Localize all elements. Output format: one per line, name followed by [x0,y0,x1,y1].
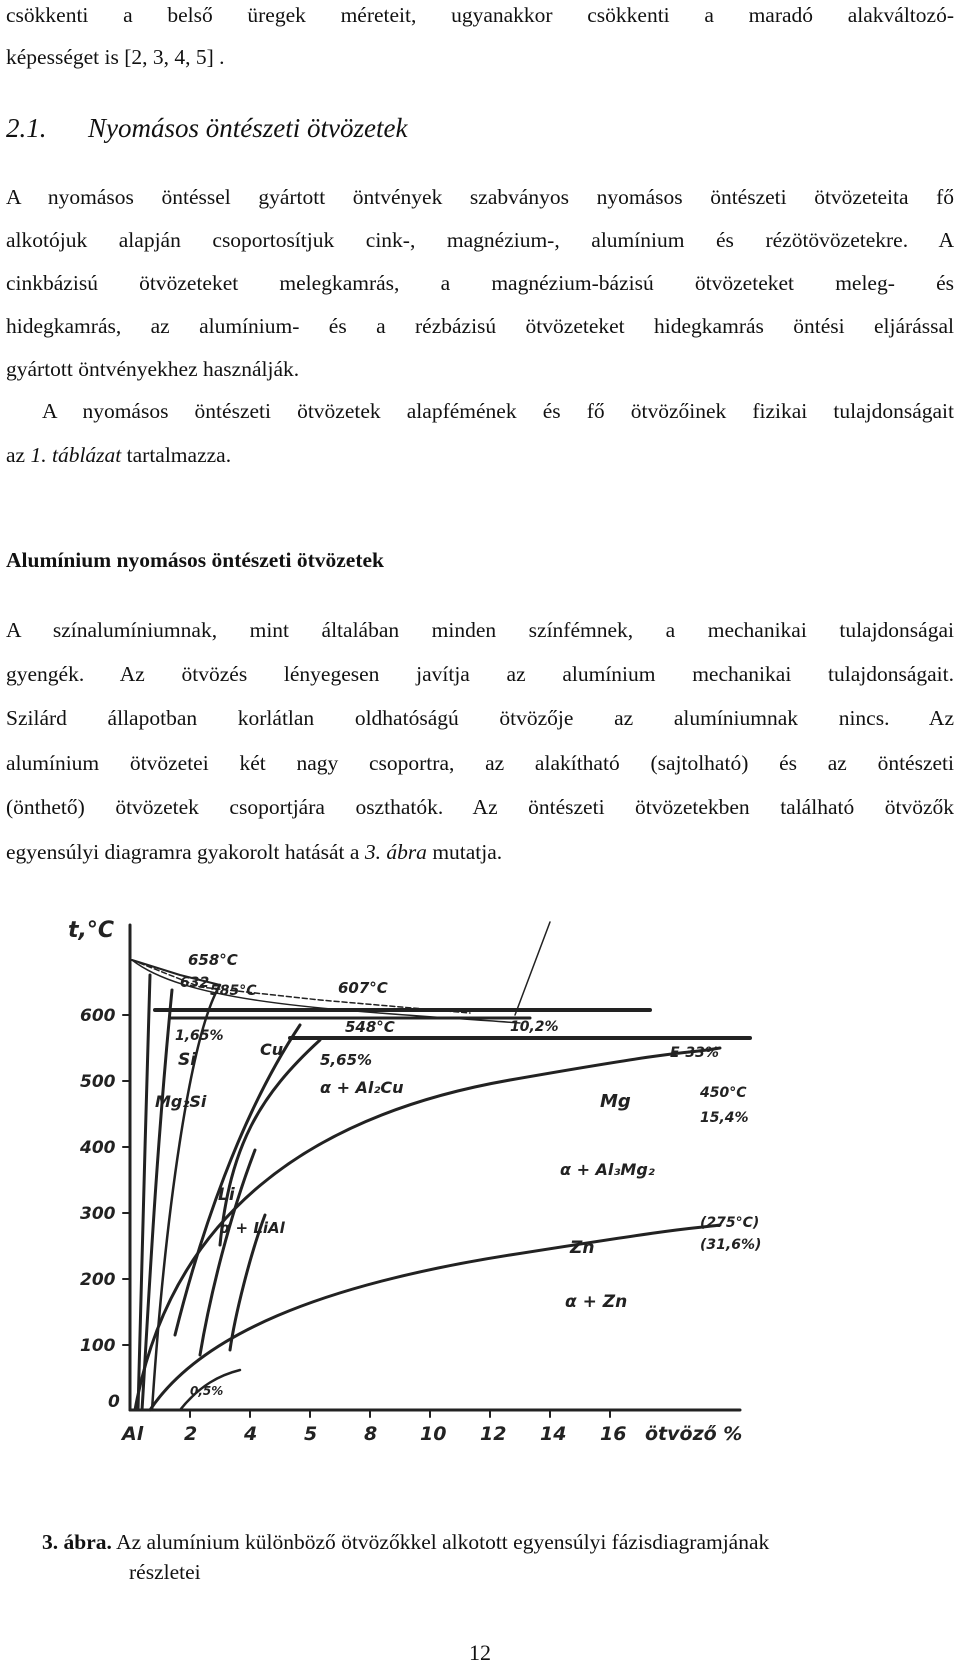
y-tick-200: 200 [80,1270,116,1290]
label-05pct: 0,5% [190,1384,224,1398]
subheading: Alumínium nyomásos öntészeti ötvözetek [6,548,385,572]
label-alpha-lial: α + LiAl [220,1219,285,1237]
label-li: Li [218,1185,235,1205]
x-tick-2: 2 [184,1423,198,1445]
para3-line-6 [6,837,954,867]
intro-line-2: képességet is [2, 3, 4, 5] . [6,45,225,69]
x-tick-5: 5 [304,1423,318,1445]
section-title: Nyomásos öntészeti ötvözetek [88,113,408,143]
y-tick-500: 500 [80,1072,116,1092]
x-axis-label: ötvöző % [645,1423,743,1445]
label-565pct: 5,65% [320,1051,373,1069]
liquidus-line-mg [132,960,520,1023]
para3-line-2: gyengék. Az ötvözés lényegesen javítja az alumínium mechanikai tulajdonságait. [6,662,954,686]
y-tick-100: 100 [80,1336,116,1356]
para1-line-1: A nyomásos öntéssel gyártott öntvények szabványos nyomásos öntészeti ötvözeteita fő [6,185,954,209]
label-607c: 607°C [338,979,388,997]
x-tick-14: 14 [540,1423,567,1445]
y-tick-400: 400 [80,1138,116,1158]
figure-caption [42,1527,942,1587]
para1-line-4: hidegkamrás, az alumínium- és a rézbázisú ötvözeteket hidegkamrás öntési eljárással [6,314,954,338]
x-tick-al: Al [122,1423,144,1445]
label-632: 632 [180,975,210,991]
para2-line-1: A nyomásos öntészeti ötvözetek alapfémének és fő ötvözőinek fizikai tulajdonságait [42,399,954,423]
label-alpha-al2cu: α + Al₂Cu [320,1078,404,1097]
label-585c: 585°C [210,983,257,999]
figure-reference: 3. ábra [364,840,427,864]
caption-label: 3. ábra. [42,1530,112,1554]
label-si: Si [178,1050,197,1070]
x-tick-12: 12 [480,1423,507,1445]
label-cu: Cu [260,1040,284,1059]
label-alpha-zn: α + Zn [565,1292,628,1312]
label-275c: (275°C) [700,1215,760,1231]
y-tick-600: 600 [80,1006,116,1026]
label-mg2si: Mg₂Si [155,1092,207,1111]
x-tick-16: 16 [600,1423,627,1445]
label-450c: 450°C [700,1085,747,1101]
para1-line-2: alkotójuk alapján csoportosítjuk cink-, magnézium-, alumínium és rézötövözetekre. A [6,228,954,252]
y-tick-0: 0 [108,1392,120,1412]
caption-text: Az alumínium különböző ötvözőkkel alkotott egyensúlyi fázisdiagramjának [111,1530,770,1554]
label-zn: Zn [570,1238,595,1258]
label-mg: Mg [600,1091,631,1112]
para3-suffix: mutatja. [426,840,503,864]
section-heading [6,113,407,144]
solvus-cu [175,1025,300,1335]
solvus-cu-2 [220,1040,320,1245]
para3-line-5: (önthető) ötvözetek csoportjára oszthatók. Az öntészeti ötvözetekben található ötvözők [6,795,954,819]
para3-line-4: alumínium ötvözetei két nagy csoportra, az alakítható (sajtolható) és az öntészeti [6,751,954,775]
solvus-cu-inner [152,985,220,1410]
solvus-li [200,1150,255,1355]
label-e33pct: E-33% [670,1045,719,1061]
y-tick-300: 300 [80,1204,116,1224]
page-number: 12 [469,1640,491,1665]
pointer-line [515,922,550,1015]
para3-prefix: egyensúlyi diagramra gyakorolt hatását a [6,840,365,864]
table-reference: 1. táblázat [30,443,122,467]
label-548c: 548°C [345,1018,395,1036]
x-tick-10: 10 [420,1423,447,1445]
para2-prefix: az [6,443,31,467]
label-alpha-al3mg2: α + Al₃Mg₂ [560,1160,655,1179]
caption-text-2: részletei [129,1560,201,1584]
intro-line-1: csökkenti a belső üregek méreteit, ugyanakkor csökkenti a maradó alakváltozó- [6,3,954,27]
x-tick-8: 8 [364,1423,378,1445]
label-316pct: (31,6%) [700,1237,762,1253]
label-658c: 658°C [188,951,238,969]
y-axis-label: t,°C [68,918,115,943]
solvus-si [138,975,150,1410]
para2-line-2 [6,440,954,470]
phase-diagram-figure [60,915,850,1485]
label-102pct: 10,2% [510,1019,559,1035]
label-154pct: 15,4% [700,1110,749,1126]
section-number: 2.1. [6,113,47,143]
para3-line-1: A színalumíniumnak, mint általában minden színfémnek, a mechanikai tulajdonságai [6,618,954,642]
x-tick-4: 4 [244,1423,258,1445]
para2-suffix: tartalmazza. [121,443,232,467]
para1-line-3: cinkbázisú ötvözeteket melegkamrás, a magnézium-bázisú ötvözeteket meleg- és [6,271,954,295]
para1-line-5: gyártott öntvényekhez használják. [6,357,300,381]
label-165pct: 1,65% [175,1028,224,1044]
para3-line-3: Szilárd állapotban korlátlan oldhatóságú ötvözője az alumíniumnak nincs. Az [6,706,954,730]
